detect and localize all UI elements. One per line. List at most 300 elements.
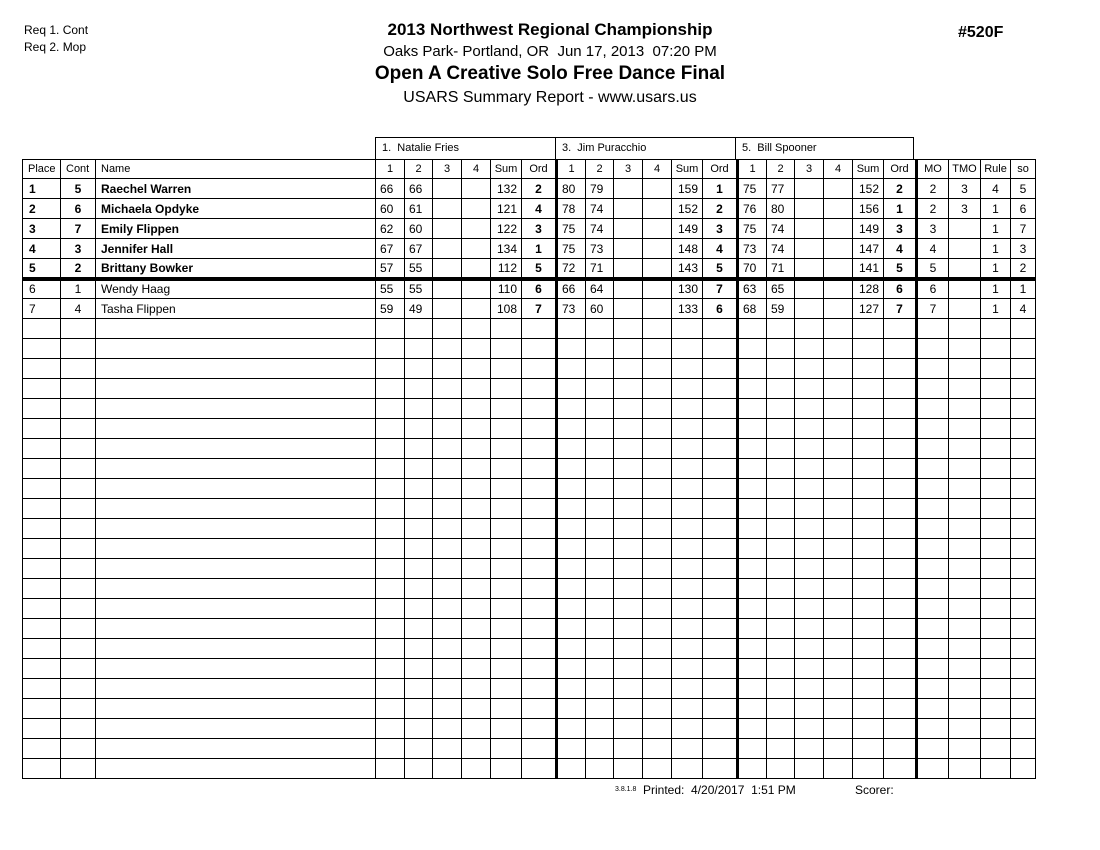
empty-row	[23, 739, 1036, 759]
empty-cell	[586, 339, 614, 359]
empty-cell	[614, 559, 643, 579]
score-cell	[824, 279, 853, 299]
score-cell: 61	[405, 199, 433, 219]
empty-cell	[884, 559, 917, 579]
score-cell	[614, 259, 643, 279]
empty-cell	[824, 559, 853, 579]
empty-cell	[884, 479, 917, 499]
empty-cell	[703, 579, 738, 599]
empty-cell	[643, 759, 672, 779]
empty-cell	[824, 479, 853, 499]
column-header: 2	[767, 160, 795, 179]
empty-cell	[586, 519, 614, 539]
empty-cell	[795, 719, 824, 739]
empty-cell	[433, 559, 462, 579]
empty-cell	[949, 659, 981, 679]
empty-cell	[1011, 539, 1036, 559]
empty-cell	[61, 479, 96, 499]
empty-cell	[917, 499, 949, 519]
empty-cell	[917, 599, 949, 619]
score-cell	[643, 279, 672, 299]
empty-cell	[405, 599, 433, 619]
empty-cell	[767, 519, 795, 539]
empty-cell	[917, 359, 949, 379]
empty-cell	[586, 359, 614, 379]
score-cell	[795, 219, 824, 239]
score-cell	[433, 239, 462, 259]
empty-cell	[981, 479, 1011, 499]
empty-cell	[614, 539, 643, 559]
score-cell: 63	[738, 279, 767, 299]
mo-cell: 2	[917, 179, 949, 199]
software-version: 3.8.1.8	[615, 786, 637, 793]
empty-cell	[23, 439, 61, 459]
empty-cell	[557, 679, 586, 699]
empty-cell	[738, 439, 767, 459]
score-cell	[433, 219, 462, 239]
place-cell: 6	[23, 279, 61, 299]
empty-cell	[917, 479, 949, 499]
empty-cell	[405, 539, 433, 559]
empty-row	[23, 579, 1036, 599]
empty-cell	[981, 539, 1011, 559]
empty-cell	[522, 479, 557, 499]
empty-cell	[462, 439, 491, 459]
empty-cell	[96, 339, 376, 359]
empty-cell	[853, 639, 884, 659]
empty-cell	[586, 719, 614, 739]
empty-cell	[884, 739, 917, 759]
empty-cell	[643, 479, 672, 499]
empty-cell	[614, 679, 643, 699]
column-header: 3	[433, 160, 462, 179]
score-cell: 66	[405, 179, 433, 199]
empty-cell	[824, 439, 853, 459]
empty-cell	[462, 719, 491, 739]
empty-cell	[949, 739, 981, 759]
sum-cell: 130	[672, 279, 703, 299]
empty-cell	[795, 499, 824, 519]
empty-cell	[491, 319, 522, 339]
sum-cell: 141	[853, 259, 884, 279]
empty-cell	[433, 339, 462, 359]
empty-cell	[824, 739, 853, 759]
score-cell	[433, 199, 462, 219]
score-cell	[824, 239, 853, 259]
empty-cell	[586, 399, 614, 419]
rule-cell: 1	[981, 279, 1011, 299]
score-cell	[643, 259, 672, 279]
empty-cell	[23, 399, 61, 419]
empty-cell	[1011, 619, 1036, 639]
empty-cell	[853, 459, 884, 479]
empty-cell	[1011, 439, 1036, 459]
ord-cell: 4	[703, 239, 738, 259]
so-cell: 1	[1011, 279, 1036, 299]
empty-cell	[614, 499, 643, 519]
empty-cell	[884, 639, 917, 659]
sum-cell: 149	[672, 219, 703, 239]
score-cell: 76	[738, 199, 767, 219]
empty-cell	[614, 699, 643, 719]
ord-cell: 2	[703, 199, 738, 219]
empty-cell	[462, 679, 491, 699]
empty-cell	[795, 579, 824, 599]
empty-cell	[522, 459, 557, 479]
empty-cell	[614, 399, 643, 419]
empty-row	[23, 399, 1036, 419]
empty-cell	[96, 759, 376, 779]
empty-cell	[824, 759, 853, 779]
empty-cell	[61, 339, 96, 359]
empty-cell	[1011, 459, 1036, 479]
column-header: 3	[614, 160, 643, 179]
empty-row	[23, 339, 1036, 359]
empty-cell	[376, 579, 405, 599]
score-cell: 73	[586, 239, 614, 259]
empty-cell	[433, 379, 462, 399]
mo-cell: 2	[917, 199, 949, 219]
empty-cell	[767, 559, 795, 579]
empty-cell	[703, 599, 738, 619]
empty-cell	[23, 459, 61, 479]
empty-row	[23, 459, 1036, 479]
empty-cell	[795, 759, 824, 779]
empty-cell	[491, 759, 522, 779]
empty-cell	[824, 459, 853, 479]
ord-cell: 2	[522, 179, 557, 199]
empty-cell	[917, 319, 949, 339]
empty-cell	[738, 619, 767, 639]
score-cell: 80	[557, 179, 586, 199]
result-row	[23, 219, 1036, 239]
empty-cell	[703, 759, 738, 779]
empty-cell	[949, 599, 981, 619]
score-cell: 60	[586, 299, 614, 319]
empty-cell	[557, 499, 586, 519]
empty-cell	[767, 459, 795, 479]
empty-cell	[1011, 559, 1036, 579]
cont-cell: 3	[61, 239, 96, 259]
empty-cell	[586, 639, 614, 659]
sum-cell: 110	[491, 279, 522, 299]
empty-cell	[557, 539, 586, 559]
empty-cell	[917, 659, 949, 679]
empty-cell	[1011, 519, 1036, 539]
empty-cell	[405, 379, 433, 399]
column-header: MO	[917, 160, 949, 179]
empty-cell	[23, 559, 61, 579]
report-header	[0, 20, 1100, 107]
empty-cell	[23, 759, 61, 779]
column-header: Name	[96, 160, 376, 179]
empty-cell	[981, 519, 1011, 539]
empty-cell	[586, 619, 614, 639]
empty-cell	[614, 379, 643, 399]
empty-cell	[405, 359, 433, 379]
empty-cell	[703, 459, 738, 479]
empty-cell	[433, 699, 462, 719]
empty-cell	[522, 719, 557, 739]
empty-cell	[738, 519, 767, 539]
empty-cell	[522, 439, 557, 459]
column-header: 2	[586, 160, 614, 179]
rule-cell: 1	[981, 299, 1011, 319]
judge-name-cell: 1. Natalie Fries	[375, 137, 556, 160]
column-header: 4	[462, 160, 491, 179]
score-cell	[643, 179, 672, 199]
ord-cell: 6	[884, 279, 917, 299]
empty-cell	[433, 419, 462, 439]
empty-cell	[767, 539, 795, 559]
empty-cell	[96, 419, 376, 439]
empty-cell	[614, 719, 643, 739]
so-cell: 5	[1011, 179, 1036, 199]
empty-cell	[1011, 379, 1036, 399]
empty-cell	[96, 679, 376, 699]
empty-cell	[61, 459, 96, 479]
empty-cell	[491, 659, 522, 679]
empty-cell	[557, 379, 586, 399]
empty-cell	[462, 499, 491, 519]
empty-cell	[23, 699, 61, 719]
tmo-cell: 3	[949, 199, 981, 219]
empty-cell	[23, 379, 61, 399]
empty-cell	[522, 639, 557, 659]
empty-cell	[703, 559, 738, 579]
empty-row	[23, 619, 1036, 639]
score-cell	[433, 259, 462, 279]
empty-cell	[557, 599, 586, 619]
report-subtitle: USARS Summary Report - www.usars.us	[403, 89, 697, 106]
judge-name-cell: 5. Bill Spooner	[735, 137, 914, 160]
empty-cell	[672, 519, 703, 539]
empty-cell	[853, 599, 884, 619]
empty-cell	[405, 439, 433, 459]
empty-cell	[738, 379, 767, 399]
empty-cell	[767, 339, 795, 359]
empty-cell	[981, 579, 1011, 599]
empty-cell	[491, 339, 522, 359]
column-header: Place	[23, 160, 61, 179]
empty-cell	[1011, 359, 1036, 379]
score-cell: 66	[376, 179, 405, 199]
empty-cell	[917, 419, 949, 439]
empty-cell	[1011, 319, 1036, 339]
empty-cell	[586, 739, 614, 759]
score-cell: 73	[557, 299, 586, 319]
empty-cell	[405, 699, 433, 719]
event-number: #520F	[958, 24, 1004, 41]
ord-cell: 7	[884, 299, 917, 319]
empty-cell	[614, 319, 643, 339]
empty-cell	[491, 599, 522, 619]
empty-cell	[672, 759, 703, 779]
empty-cell	[949, 619, 981, 639]
empty-cell	[614, 579, 643, 599]
score-cell: 75	[557, 239, 586, 259]
empty-cell	[376, 319, 405, 339]
empty-cell	[703, 679, 738, 699]
empty-cell	[376, 679, 405, 699]
empty-cell	[703, 619, 738, 639]
empty-cell	[853, 739, 884, 759]
empty-cell	[643, 499, 672, 519]
empty-cell	[462, 559, 491, 579]
empty-cell	[672, 499, 703, 519]
sum-cell: 108	[491, 299, 522, 319]
empty-cell	[824, 319, 853, 339]
score-cell	[433, 279, 462, 299]
score-cell: 75	[557, 219, 586, 239]
tmo-cell	[949, 299, 981, 319]
empty-cell	[672, 379, 703, 399]
empty-cell	[61, 439, 96, 459]
score-cell: 73	[738, 239, 767, 259]
empty-cell	[491, 559, 522, 579]
empty-cell	[643, 739, 672, 759]
empty-cell	[376, 539, 405, 559]
empty-cell	[96, 719, 376, 739]
column-header: so	[1011, 160, 1036, 179]
empty-cell	[767, 719, 795, 739]
empty-cell	[61, 659, 96, 679]
mo-cell: 3	[917, 219, 949, 239]
empty-cell	[643, 719, 672, 739]
score-cell: 75	[738, 179, 767, 199]
empty-cell	[981, 619, 1011, 639]
empty-cell	[795, 359, 824, 379]
empty-cell	[853, 479, 884, 499]
empty-cell	[433, 519, 462, 539]
empty-cell	[824, 679, 853, 699]
score-cell	[433, 299, 462, 319]
empty-cell	[614, 419, 643, 439]
rule-cell: 1	[981, 259, 1011, 279]
empty-cell	[376, 639, 405, 659]
empty-cell	[917, 739, 949, 759]
empty-cell	[557, 699, 586, 719]
empty-cell	[884, 399, 917, 419]
mo-cell: 5	[917, 259, 949, 279]
name-cell: Tasha Flippen	[96, 299, 376, 319]
empty-cell	[586, 479, 614, 499]
result-row	[23, 259, 1036, 279]
empty-cell	[462, 339, 491, 359]
empty-row	[23, 359, 1036, 379]
empty-cell	[23, 739, 61, 759]
empty-cell	[884, 659, 917, 679]
empty-cell	[884, 599, 917, 619]
empty-cell	[1011, 579, 1036, 599]
empty-cell	[738, 659, 767, 679]
empty-cell	[586, 439, 614, 459]
empty-cell	[586, 699, 614, 719]
empty-cell	[491, 679, 522, 699]
scorer-label: Scorer:	[855, 783, 894, 797]
empty-cell	[462, 639, 491, 659]
empty-cell	[949, 539, 981, 559]
mo-cell: 4	[917, 239, 949, 259]
empty-cell	[557, 619, 586, 639]
empty-cell	[376, 339, 405, 359]
empty-cell	[61, 379, 96, 399]
empty-cell	[767, 419, 795, 439]
empty-cell	[853, 419, 884, 439]
tmo-cell	[949, 279, 981, 299]
empty-cell	[824, 539, 853, 559]
empty-cell	[557, 479, 586, 499]
empty-cell	[981, 699, 1011, 719]
empty-cell	[981, 679, 1011, 699]
empty-cell	[643, 599, 672, 619]
sum-cell: 122	[491, 219, 522, 239]
rule-cell: 1	[981, 239, 1011, 259]
score-cell: 75	[738, 219, 767, 239]
empty-cell	[672, 639, 703, 659]
empty-cell	[917, 559, 949, 579]
empty-cell	[405, 479, 433, 499]
empty-cell	[884, 719, 917, 739]
score-cell	[614, 219, 643, 239]
empty-cell	[1011, 759, 1036, 779]
empty-cell	[462, 699, 491, 719]
empty-cell	[23, 359, 61, 379]
empty-cell	[376, 359, 405, 379]
empty-cell	[643, 419, 672, 439]
sum-cell: 121	[491, 199, 522, 219]
score-cell: 57	[376, 259, 405, 279]
place-cell: 3	[23, 219, 61, 239]
empty-cell	[917, 439, 949, 459]
empty-cell	[23, 339, 61, 359]
ord-cell: 6	[522, 279, 557, 299]
score-cell	[462, 179, 491, 199]
empty-cell	[61, 639, 96, 659]
empty-cell	[672, 479, 703, 499]
empty-cell	[557, 559, 586, 579]
score-cell	[433, 179, 462, 199]
empty-cell	[376, 499, 405, 519]
empty-cell	[1011, 719, 1036, 739]
empty-cell	[767, 759, 795, 779]
empty-cell	[491, 459, 522, 479]
column-header: 1	[376, 160, 405, 179]
empty-cell	[643, 639, 672, 659]
empty-cell	[738, 679, 767, 699]
empty-cell	[853, 319, 884, 339]
empty-cell	[522, 739, 557, 759]
sum-cell: 152	[853, 179, 884, 199]
name-cell: Jennifer Hall	[96, 239, 376, 259]
empty-row	[23, 639, 1036, 659]
empty-cell	[767, 679, 795, 699]
empty-cell	[491, 479, 522, 499]
empty-cell	[738, 459, 767, 479]
ord-cell: 5	[884, 259, 917, 279]
empty-cell	[433, 539, 462, 559]
empty-cell	[738, 759, 767, 779]
empty-cell	[853, 359, 884, 379]
empty-cell	[462, 659, 491, 679]
empty-cell	[522, 359, 557, 379]
score-cell	[462, 199, 491, 219]
empty-cell	[884, 439, 917, 459]
empty-cell	[1011, 499, 1036, 519]
sum-cell: 152	[672, 199, 703, 219]
column-header: Cont	[61, 160, 96, 179]
empty-cell	[96, 559, 376, 579]
